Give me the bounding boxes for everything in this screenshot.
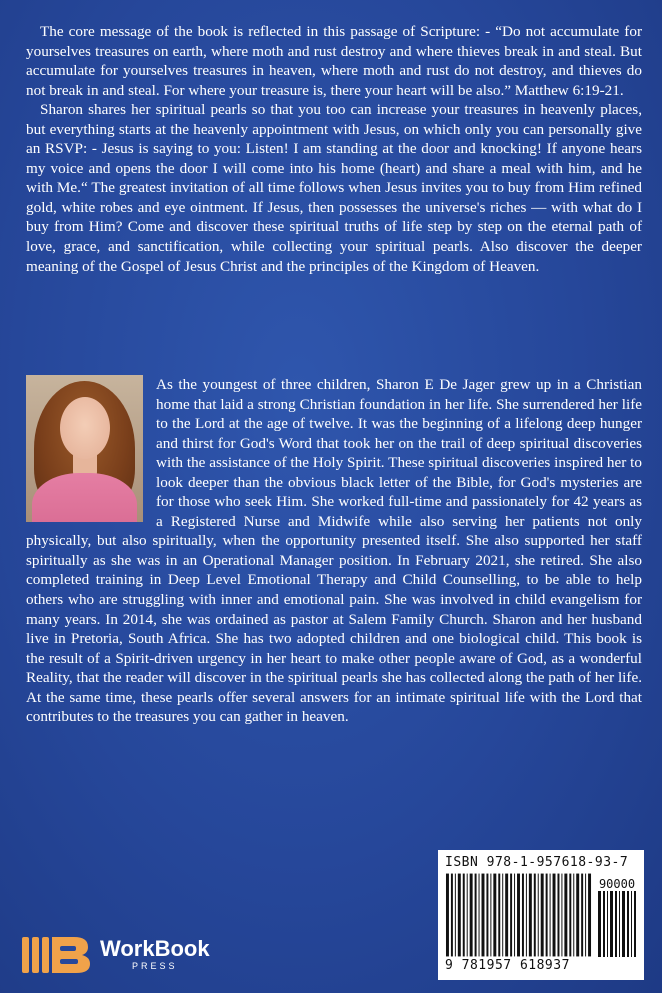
author-bio-text: As the youngest of three children, Sharon E De Jager grew up in a Christian home that laid a strong Christian foundation in her life. She surrendered her life to the Lord at the age of twelve. It was the beginning of a lifelong deep hunger and thirst for God's Word that took her on the trail of deep spiritual discoveries with the assistance of the Holy Spirit. These spiritual discoveries inspired her to look deeper than the obvious black letter of the Bible, for God's mysteries are for those who seek Him. She worked full-time and passionately for 42 years as a Registered Nurse and Midwife while also serving her patients not only physically, but also spiritually, when the opportunity presented itself. She also supported her staff spiritually as she was in an Operational Manager position. In February 2021, she retired. She also completed training in Deep Level Emotional Therapy and Child Counselling, to be able to help others who are struggling with inner and emotional pain. She was involved in child evangelism for many years. In 2014, she was ordained as pastor at Salem Family Church. Sharon and her husband live in Pretoria, South Africa. She has two adopted children and one biological child. This book is the result of a Spirit-driven urgency in her heart to make other people aware of God, as a wonderful Reality, that the reader will discover in the spiritual pearls she has collected along the path of her life. At the same time, these pearls offer several answers for an intimate spiritual life with the Lord that contributes to the treasures you can gather in heaven. <box>26 376 642 726</box>
publisher-press: PRESS <box>132 961 178 971</box>
blurb-paragraph-scripture: The core message of the book is reflected in this passage of Scripture: - “Do not accumulate for yourselves treasures on earth, where moth and rust destroy and where thieves break in and steal. But accumulate for yourselves treasures in heaven, where moth and rust do not destroy, and thieves do not break in and steal. For where your treasure is, there your heart will be also.” Matthew 6:19-21. <box>26 23 642 99</box>
addon-barcode-bars <box>597 891 637 957</box>
book-blurb <box>26 22 642 276</box>
ean-barcode-bars <box>445 873 593 957</box>
publisher-name: WorkBook <box>100 936 210 961</box>
isbn-number: ISBN 978-1-957618-93-7 <box>445 855 629 870</box>
ean-number: 9 781957 618937 <box>445 958 570 973</box>
workbook-logo-icon <box>22 935 94 975</box>
barcode-addon-number: 90000 <box>598 877 636 891</box>
blurb-paragraph-pearls: Sharon shares her spiritual pearls so that you too can increase your treasures in heavenly places, but everything starts at the heavenly appointment with Jesus, on which only you can personally give an RSVP: - Jesus is saying to you: Listen! I am standing at the door and knocking! If anyone hears my voice and opens the door I will come into his home (heart) and share a meal with him, and he with Me.“ The greatest invitation of all time follows when Jesus invites you to buy from Him refined gold, white robes and eye ointment. If Jesus, then possesses the universe's riches — with what do I buy from Him? Come and discover these spiritual truths of life step by step on the eternal path of love, grace, and sanctification, while collecting your spiritual pearls. Also discover the deeper meaning of the Gospel of Jesus Christ and the principles of the Kingdom of Heaven. <box>26 101 642 275</box>
isbn-barcode <box>438 850 644 980</box>
author-bio <box>26 375 642 727</box>
author-photo <box>26 375 143 522</box>
publisher-logo <box>22 935 210 975</box>
